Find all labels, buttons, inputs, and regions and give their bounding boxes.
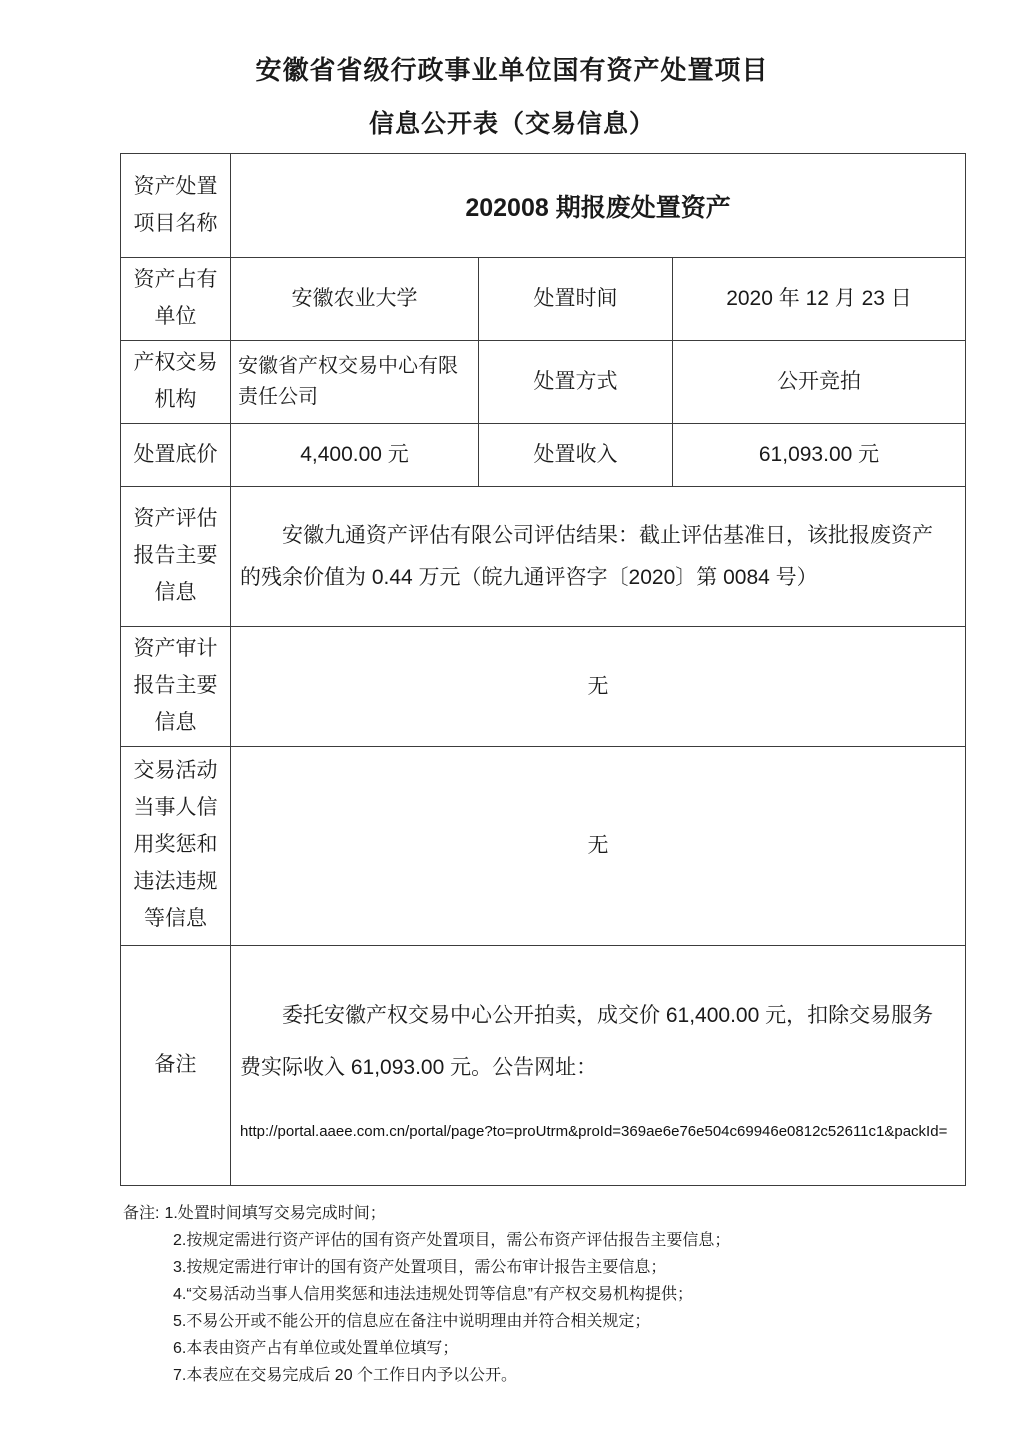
remarks-paragraph: 委托安徽产权交易中心公开拍卖，成交价 61,400.00 元，扣除交易服务费实际收入 61,093.00 元。公告网址：: [240, 1003, 934, 1080]
row-price-and-income: [121, 424, 966, 487]
remarks-label: 备注: [121, 945, 231, 1185]
project-name-value: 202008 期报废处置资产: [231, 154, 966, 258]
row-appraisal-report: [121, 487, 966, 627]
audit-report-label: 资产审计报告主要信息: [121, 627, 231, 747]
disposal-time-value: 2020 年 12 月 23 日: [673, 258, 966, 341]
floor-price-label: 处置底价: [121, 424, 231, 487]
disposal-income-label: 处置收入: [479, 424, 673, 487]
credit-info-value: 无: [231, 746, 966, 945]
appraisal-report-value: [231, 487, 966, 627]
footnote-line-7: 7.本表应在交易完成后 20 个工作日内予以公开。: [173, 1366, 518, 1384]
audit-report-value: 无: [231, 627, 966, 747]
disposal-time-label: 处置时间: [479, 258, 673, 341]
footnote-line-6: 6.本表由资产占有单位或处置单位填写；: [173, 1339, 459, 1357]
appraisal-report-label: 资产评估报告主要信息: [121, 487, 231, 627]
announcement-url: http://portal.aaee.com.cn/portal/page?to=proUtrm&proId=369ae6e76e504c69946e0812c52611c1&packId=: [240, 1122, 948, 1140]
row-holder-and-time: [121, 258, 966, 341]
footnote-line-1: [123, 1200, 923, 1227]
exchange-agency-value: 安徽省产权交易中心有限责任公司: [231, 341, 479, 424]
row-credit-info: [121, 746, 966, 945]
footnote-item: 1.处置时间填写交易完成时间；: [164, 1204, 386, 1222]
footnotes: [123, 1200, 923, 1389]
row-project-name: [121, 154, 966, 258]
disclosure-table: [120, 153, 966, 1186]
footnote-prefix: 备注:: [123, 1204, 160, 1222]
asset-holder-label: 资产占有单位: [121, 258, 231, 341]
page-title: 安徽省省级行政事业单位国有资产处置项目: [255, 55, 769, 85]
footnote-line-3: 3.按规定需进行审计的国有资产处置项目，需公布审计报告主要信息；: [173, 1258, 667, 1276]
floor-price-value: 4,400.00 元: [231, 424, 479, 487]
row-audit-report: [121, 627, 966, 747]
footnote-line-5: 5.不易公开或不能公开的信息应在备注中说明理由并符合相关规定；: [173, 1312, 651, 1330]
disposal-method-value: 公开竞拍: [673, 341, 966, 424]
credit-info-label: 交易活动当事人信用奖惩和违法违规等信息: [121, 746, 231, 945]
appraisal-report-text: 安徽九通资产评估有限公司评估结果：截止评估基准日，该批报废资产的残余价值为 0.44 万元（皖九通评咨字〔2020〕第 0084 号）: [240, 523, 933, 589]
row-agency-and-method: [121, 341, 966, 424]
footnote-line-2: 2.按规定需进行资产评估的国有资产处置项目，需公布资产评估报告主要信息；: [173, 1231, 731, 1249]
project-name-label: 资产处置项目名称: [121, 154, 231, 258]
footnote-line-4: 4.“交易活动当事人信用奖惩和违法违规处罚等信息”有产权交易机构提供；: [173, 1285, 694, 1303]
disposal-income-value: 61,093.00 元: [673, 424, 966, 487]
disposal-method-label: 处置方式: [479, 341, 673, 424]
asset-holder-value: 安徽农业大学: [231, 258, 479, 341]
remarks-value: [231, 945, 966, 1185]
row-remarks: [121, 945, 966, 1185]
page-subtitle: 信息公开表（交易信息）: [368, 110, 655, 139]
exchange-agency-label: 产权交易机构: [121, 341, 231, 424]
